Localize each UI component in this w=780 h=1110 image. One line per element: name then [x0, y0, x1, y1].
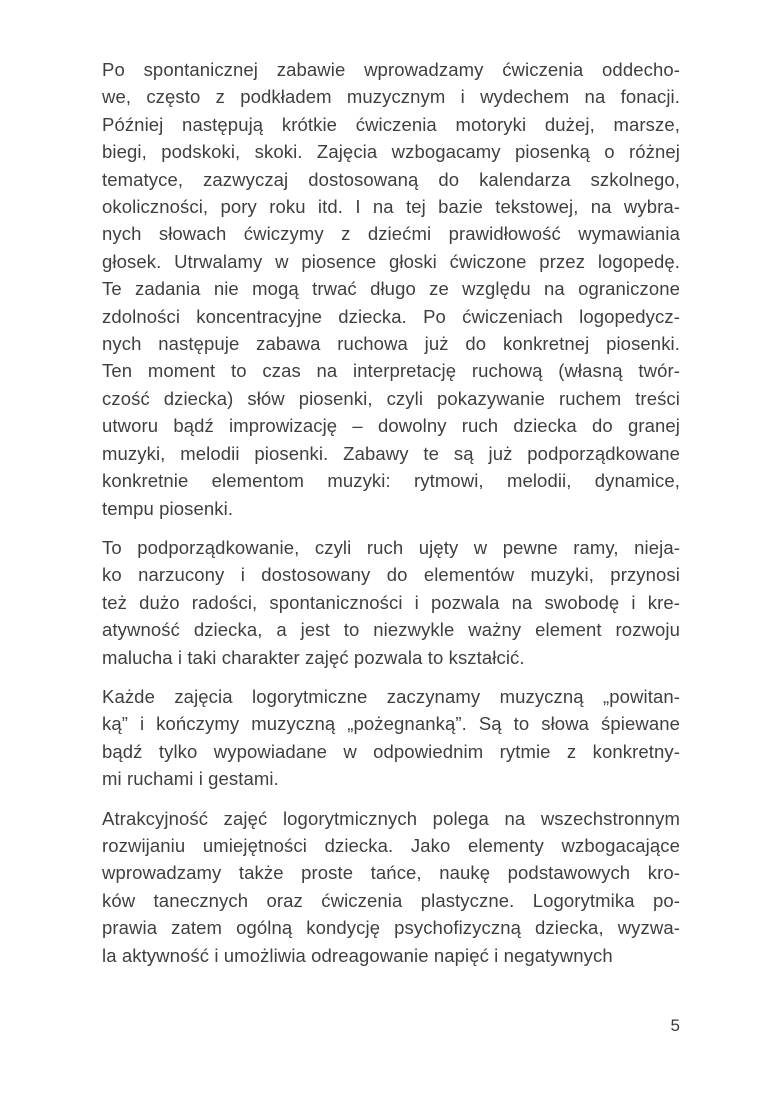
- text-line: mi ruchami i gestami.: [102, 768, 279, 790]
- paragraph: [102, 805, 680, 969]
- text-line: okoliczności, pory roku itd. I na tej bazie tekstowej, na wybra-: [102, 196, 680, 218]
- text-line: Atrakcyjność zajęć logorytmicznych polega na wszechstronnym: [102, 807, 680, 829]
- text-line: ków tanecznych oraz ćwiczenia plastyczne. Logorytmika po-: [102, 889, 680, 911]
- text-line: muzyki, melodii piosenki. Zabawy te są już podporządkowane: [102, 442, 680, 464]
- paragraph: [102, 534, 680, 671]
- text-line: we, często z podkładem muzycznym i wydechem na fonacji.: [102, 86, 680, 108]
- text-line: nych następuje zabawa ruchowa już do konkretnej piosenki.: [102, 333, 680, 355]
- paragraph: [102, 683, 680, 793]
- text-line: konkretnie elementom muzyki: rytmowi, melodii, dynamice,: [102, 470, 680, 492]
- text-line: Te zadania nie mogą trwać długo ze względu na ograniczone: [102, 278, 680, 300]
- text-line: też dużo radości, spontaniczności i pozwala na swobodę i kre-: [102, 591, 680, 613]
- text-line: bądź tylko wypowiadane w odpowiednim rytmie z konkretny-: [102, 740, 680, 762]
- text-line: tematyce, zazwyczaj dostosowaną do kalendarza szkolnego,: [102, 168, 680, 190]
- text-line: nych słowach ćwiczymy z dziećmi prawidłowość wymawiania: [102, 223, 680, 245]
- text-line: utworu bądź improwizację – dowolny ruch dziecka do granej: [102, 415, 680, 437]
- text-line: czość dziecka) słów piosenki, czyli pokazywanie ruchem treści: [102, 387, 680, 409]
- text-line: Każde zajęcia logorytmiczne zaczynamy muzyczną „powitan-: [102, 685, 680, 707]
- text-line: Później następują krótkie ćwiczenia motoryki dużej, marsze,: [102, 113, 680, 135]
- text-line: głosek. Utrwalamy w piosence głoski ćwiczone przez logopedę.: [102, 250, 680, 272]
- text-line: zdolności koncentracyjne dziecka. Po ćwiczeniach logopedycz-: [102, 305, 680, 327]
- text-line: biegi, podskoki, skoki. Zajęcia wzbogacamy piosenką o różnej: [102, 141, 680, 163]
- text-line: prawia zatem ogólną kondycję psychofizyczną dziecka, wyzwa-: [102, 917, 680, 939]
- text-line: atywność dziecka, a jest to niezwykle ważny element rozwoju: [102, 619, 680, 641]
- paragraph: [102, 56, 680, 522]
- page-footer: [0, 1014, 680, 1038]
- text-line: ką” i kończymy muzyczną „pożegnanką”. Są to słowa śpiewane: [102, 713, 680, 735]
- text-line: Ten moment to czas na interpretację ruchową (własną twór-: [102, 360, 680, 382]
- text-line: Po spontanicznej zabawie wprowadzamy ćwiczenia oddecho-: [102, 59, 680, 80]
- text-line: tempu piosenki.: [102, 497, 234, 519]
- text-line: malucha i taki charakter zajęć pozwala to kształcić.: [102, 646, 525, 668]
- page-number: 5: [670, 1016, 680, 1035]
- text-line: To podporządkowanie, czyli ruch ujęty w pewne ramy, nieja-: [102, 536, 680, 558]
- text-line: la aktywność i umożliwia odreagowanie napięć i negatywnych: [102, 944, 613, 966]
- text-line: wprowadzamy także proste tańce, naukę podstawowych kro-: [102, 862, 680, 884]
- text-block: [102, 56, 680, 981]
- text-line: ko narzucony i dostosowany do elementów muzyki, przynosi: [102, 564, 680, 586]
- text-line: rozwijaniu umiejętności dziecka. Jako elementy wzbogacające: [102, 834, 680, 856]
